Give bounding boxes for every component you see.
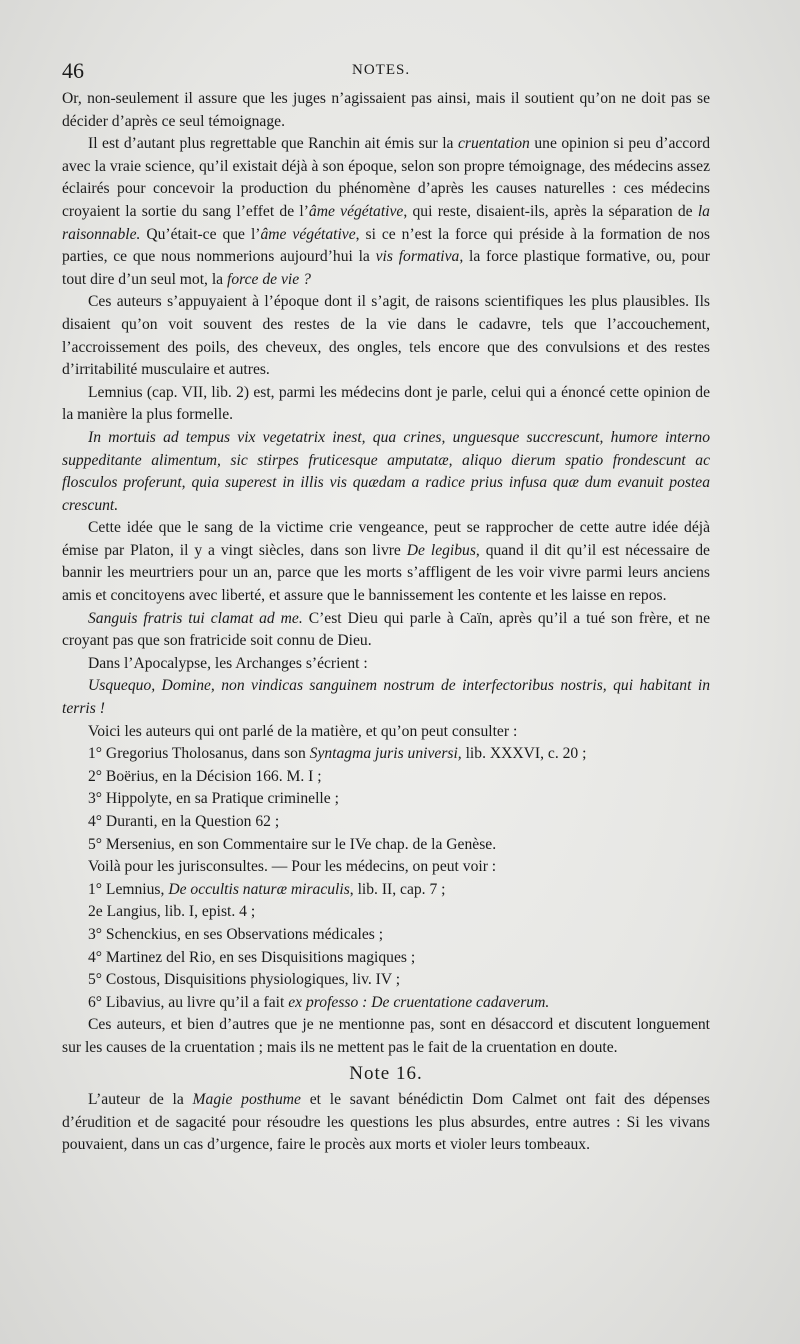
paragraph: Ces auteurs, et bien d’autres que je ne mentionne pas, sont en désaccord et discutent longuement sur les causes de la cruentation ; mais ils ne mettent pas le fait de la cruentation en doute. [62, 1016, 710, 1056]
paragraph: Voici les auteurs qui ont parlé de la matière, et qu’on peut consulter : [88, 722, 518, 740]
italic-term: la raisonnable. [62, 202, 710, 243]
list-item: 3° Schenckius, en ses Observations médicales ; [88, 925, 384, 943]
latin-quotation: Usquequo, Domine, non vindicas sanguinem nostrum de interfectoribus nostris, qui habitant in terris ! [62, 677, 710, 718]
text-run: C’est Dieu qui parle à Caïn, après qu’il a tué son frère, et ne croyant pas que son fratricide soit connu de Dieu. [62, 609, 710, 650]
list-item [62, 992, 710, 1015]
text-run: 1° Gregorius Tholosanus, dans son [88, 745, 310, 763]
paragraph: Dans l’Apocalypse, les Archanges s’écrient : [88, 654, 368, 672]
paragraph [62, 608, 710, 653]
text-run: , si ce n’est la force qui préside à la formation de nos parties, ce que nous nommerions aujourd’hui la [62, 225, 710, 266]
latin-quotation: In mortuis ad tempus vix vegetatrix inest, qua crines, unguesque succrescunt, humore interno suppeditante alimentum, sic stirpes fruticesque amputatæ, aliquo dierum spatio frondescunt ac flosculos proferunt, quia superest in illis vis quædam a radice prius infusa quæ dum evanuit postea crescunt. [62, 428, 710, 514]
list-item: 3° Hippolyte, en sa Pratique criminelle ; [88, 790, 339, 808]
italic-title: Magie posthume [192, 1091, 301, 1109]
text-run: Cette idée que le sang de la victime crie vengeance, peut se rapprocher de cette autre idée déjà émise par Platon, il y a vingt siècles, dans son livre [62, 519, 710, 559]
paragraph [62, 517, 710, 607]
paragraph: Or, non-seulement il assure que les juges n’agissaient pas ainsi, mais il soutient qu’on ne doit pas se décider d’après ce seul témoignage. [62, 90, 710, 130]
latin-quotation: Sanguis fratris tui clamat ad me. [88, 609, 303, 627]
text-run: lib. XXXVI, c. 20 ; [461, 745, 587, 763]
list-item: 5° Mersenius, en son Commentaire sur le IVe chap. de la Genèse. [88, 835, 497, 853]
italic-term: âme végétative [260, 225, 356, 243]
paragraph: Voilà pour les jurisconsultes. — Pour les médecins, on peut voir : [88, 858, 497, 876]
page-header [62, 58, 738, 82]
list-item: 4° Martinez del Rio, en ses Disquisitions magiques ; [88, 948, 416, 966]
text-run: une opinion si peu d’accord avec la vraie science, qu’il existait déjà à son époque, selon son propre témoignage, des médecins assez éclairés pour concevoir la production du phénomène d’après les causes naturelles : ces médecins croyaient la sortie du sang l’effet de l’ [62, 135, 710, 220]
text-run: , qui reste, disaient-ils, après la séparation de [403, 202, 698, 220]
list-item: 5° Costous, Disquisitions physiologiques, liv. IV ; [88, 971, 401, 989]
paragraph [62, 133, 710, 291]
text-run: 6° Libavius, au livre qu’il a fait [88, 993, 289, 1011]
paragraph [62, 1089, 710, 1157]
paragraph: Lemnius (cap. VII, lib. 2) est, parmi les médecins dont je parle, celui qui a énoncé cette opinion de la manière la plus formelle. [62, 383, 710, 424]
italic-title: Syntagma juris universi, [309, 745, 462, 763]
text-run: la force plastique formative, ou, pour tout dire d’un seul mot, la [62, 248, 710, 288]
italic-term: vis formativa, [375, 248, 464, 266]
text-run: Qu’était-ce que l’ [140, 225, 261, 243]
body-text [62, 88, 710, 1157]
italic-title: De occultis naturæ miraculis [168, 880, 350, 898]
text-run: , lib. II, cap. 7 ; [349, 880, 446, 898]
italic-title: ex professo : De cruentatione cadaverum. [288, 993, 550, 1011]
paragraph: Ces auteurs s’appuyaient à l’époque dont il s’agit, de raisons scientifiques les plus plausibles. Ils disaient qu’on voit souvent des restes de la vie dans le cadavre, tels que l’accouchement, l’accroissement des poils, des cheveux, des ongles, tels encore que des convulsions et des restes d’irritabilité musculaire et autres. [62, 293, 710, 379]
list-item: 2e Langius, lib. I, epist. 4 ; [88, 903, 256, 921]
running-title: NOTES. [352, 62, 411, 78]
text-run: Il est d’autant plus regrettable que Ranchin ait émis sur la [88, 135, 458, 153]
list-item [62, 743, 710, 766]
italic-term: âme végétative [308, 202, 404, 220]
list-item: 4° Duranti, en la Question 62 ; [88, 813, 280, 830]
note-heading: Note 16. [349, 1062, 423, 1084]
text-run: L’auteur de la [88, 1091, 193, 1109]
italic-term: cruentation [457, 135, 530, 153]
list-item [62, 879, 710, 902]
italic-term: force de vie ? [227, 270, 311, 288]
text-run: et le savant bénédictin Dom Calmet ont fait des dépenses d’érudition et de sagacité pour résoudre les questions les plus absurdes, entre autres : Si les vivans pouvaient, dans un cas d’urgence, faire le procès aux morts et violer leurs tombeaux. [62, 1091, 710, 1154]
text-run: 1° Lemnius, [88, 880, 169, 898]
text-run: , quand il dit qu’il est nécessaire de bannir les meurtriers pour un an, parce que les morts s’affligent de les voir vivre parmi leurs anciens amis et concitoyens avec liberté, et assure que le bannissement les contente et les laisse en repos. [62, 541, 710, 605]
italic-title: De legibus [406, 541, 476, 559]
page-number: 46 [62, 58, 84, 83]
list-item: 2° Boërius, en la Décision 166. M. I ; [88, 767, 322, 785]
